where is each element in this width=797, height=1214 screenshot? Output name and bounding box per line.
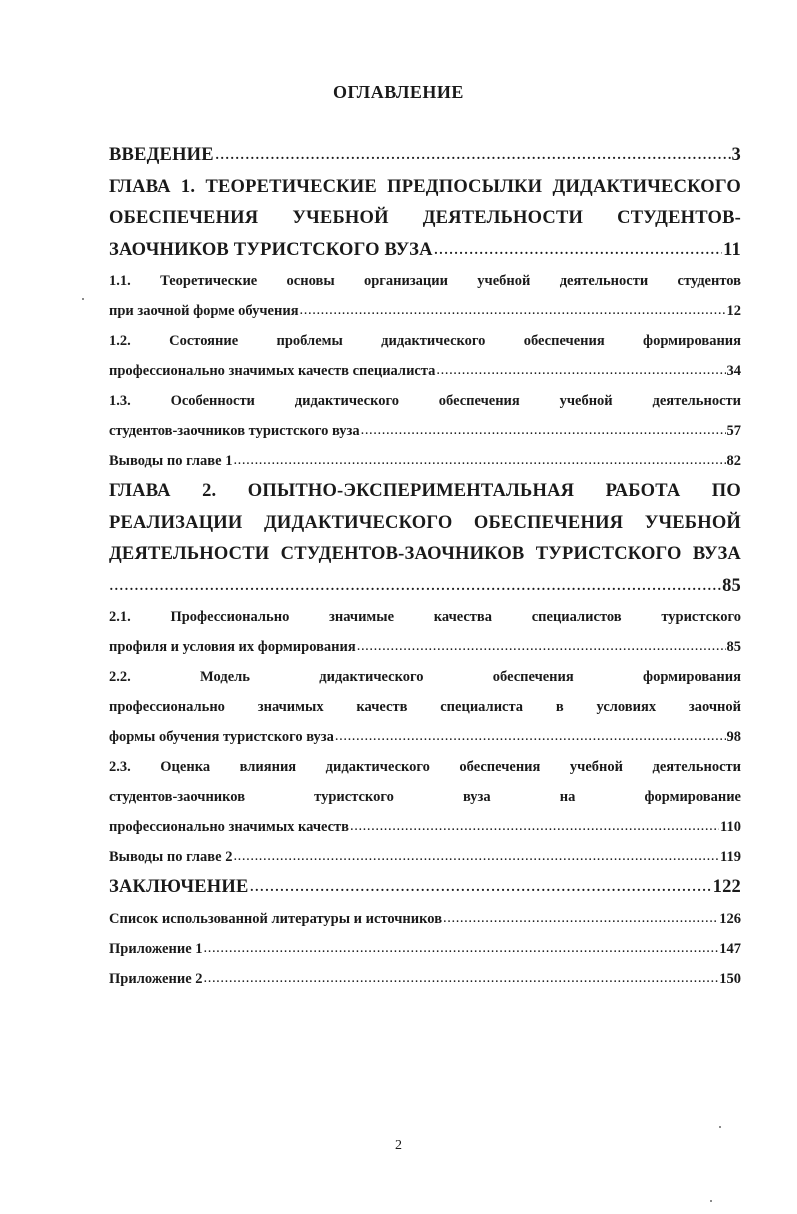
dot-leader (233, 445, 725, 475)
table-of-contents (109, 140, 741, 994)
toc-page-number: 57 (726, 423, 741, 439)
toc-entry-title: Выводы по главе 1 (109, 453, 233, 469)
toc-page-number: 122 (712, 877, 741, 897)
toc-page-number: 119 (720, 849, 741, 865)
toc-entry-last-line (109, 140, 741, 172)
toc-entry-title: Выводы по главе 2 (109, 849, 233, 865)
dot-leader (357, 631, 726, 661)
toc-entry-title: профессионально значимых качеств специалиста (109, 363, 436, 379)
toc-entry-line: 1.2. Состояние проблемы дидактического обеспечения формирования (109, 333, 741, 349)
toc-entry-last-line (109, 356, 741, 386)
toc-entry-last-line (109, 842, 741, 872)
toc-entry-appendix-2 (109, 964, 741, 994)
toc-page-number: 110 (720, 819, 741, 835)
scan-speck (719, 1126, 721, 1128)
toc-entry-line: ГЛАВА 1. ТЕОРЕТИЧЕСКИЕ ПРЕДПОСЫЛКИ ДИДАКТИЧЕСКОГО (109, 176, 741, 197)
dot-leader (215, 139, 731, 171)
toc-entry-title: Приложение 1 (109, 940, 203, 957)
toc-page-number: 82 (726, 453, 741, 469)
toc-entry-last-line (109, 632, 741, 662)
toc-entry-title: студентов-заочников туристского вуза (109, 423, 360, 439)
toc-page-number: 3 (731, 145, 741, 165)
toc-entry-line: профессионально значимых качеств специалиста в условиях заочной (109, 699, 741, 715)
toc-page-number: 85 (726, 639, 741, 655)
toc-entry-last-line (109, 904, 741, 934)
toc-entry-section-2-1 (109, 602, 741, 662)
toc-entry-line: ДЕЯТЕЛЬНОСТИ СТУДЕНТОВ-ЗАОЧНИКОВ ТУРИСТСКОГО ВУЗА (109, 544, 741, 564)
toc-entry-introduction (109, 140, 741, 172)
toc-entry-title: профессионально значимых качеств (109, 819, 349, 835)
dot-leader (350, 811, 719, 841)
scan-speck (82, 298, 84, 300)
toc-page-number: 147 (719, 940, 741, 957)
toc-entry-line: 2.3. Оценка влияния дидактического обеспечения учебной деятельности (109, 759, 741, 775)
dot-leader (300, 295, 726, 325)
dot-leader (109, 570, 722, 602)
toc-entry-title: Приложение 2 (109, 970, 203, 987)
toc-entry-last-line (109, 872, 741, 904)
toc-entry-title: ЗАОЧНИКОВ ТУРИСТСКОГО ВУЗА (109, 239, 433, 260)
toc-entry-line: РЕАЛИЗАЦИИ ДИДАКТИЧЕСКОГО ОБЕСПЕЧЕНИЯ УЧЕБНОЙ (109, 512, 741, 533)
toc-entry-chapter-1 (109, 172, 741, 267)
dot-leader (335, 721, 726, 751)
dot-leader (233, 841, 719, 871)
toc-page-number: 11 (723, 239, 741, 260)
toc-entry-chapter-2-conclusions (109, 842, 741, 872)
toc-entry-last-line (109, 571, 741, 603)
toc-entry-title: при заочной форме обучения (109, 303, 299, 319)
toc-entry-line: 1.1. Теоретические основы организации учебной деятельности студентов (109, 273, 741, 289)
toc-entry-line: 2.1. Профессионально значимые качества специалистов туристского (109, 609, 741, 625)
toc-page-number: 150 (719, 970, 741, 987)
toc-page-number: 12 (726, 303, 741, 319)
toc-entry-title: ЗАКЛЮЧЕНИЕ (109, 877, 249, 897)
toc-entry-section-1-2 (109, 326, 741, 386)
toc-entry-last-line (109, 722, 741, 752)
toc-entry-title: профиля и условия их формирования (109, 639, 356, 655)
toc-entry-chapter-2 (109, 476, 741, 602)
dot-leader (250, 871, 712, 903)
dot-leader (436, 355, 725, 385)
toc-entry-references (109, 904, 741, 934)
toc-entry-line: 1.3. Особенности дидактического обеспечения учебной деятельности (109, 393, 741, 409)
toc-entry-appendix-1 (109, 934, 741, 964)
toc-entry-section-1-1 (109, 266, 741, 326)
toc-entry-last-line (109, 296, 741, 326)
dot-leader (443, 903, 718, 933)
toc-entry-conclusion (109, 872, 741, 904)
toc-entry-last-line (109, 446, 741, 476)
toc-entry-line: ГЛАВА 2. ОПЫТНО-ЭКСПЕРИМЕНТАЛЬНАЯ РАБОТА ПО (109, 481, 741, 501)
dot-leader (204, 933, 719, 963)
page-number: 2 (395, 1138, 402, 1153)
toc-entry-line: студентов-заочников туристского вуза на формирование (109, 789, 741, 805)
toc-entry-last-line (109, 416, 741, 446)
toc-entry-last-line (109, 235, 741, 267)
toc-entry-last-line (109, 812, 741, 842)
scan-speck (710, 1200, 712, 1202)
toc-entry-section-2-2 (109, 662, 741, 752)
toc-entry-title: ВВЕДЕНИЕ (109, 145, 214, 165)
toc-page-number: 98 (726, 729, 741, 745)
toc-entry-section-1-3 (109, 386, 741, 446)
toc-entry-line: 2.2. Модель дидактического обеспечения формирования (109, 669, 741, 685)
toc-entry-section-2-3 (109, 752, 741, 842)
toc-entry-title: формы обучения туристского вуза (109, 729, 334, 745)
toc-entry-line: ОБЕСПЕЧЕНИЯ УЧЕБНОЙ ДЕЯТЕЛЬНОСТИ СТУДЕНТОВ- (109, 208, 741, 228)
dot-leader (434, 234, 722, 266)
toc-entry-title: Список использованной литературы и источников (109, 910, 443, 927)
dot-leader (361, 415, 726, 445)
toc-entry-last-line (109, 964, 741, 994)
toc-page-number: 126 (719, 910, 741, 927)
toc-entry-chapter-1-conclusions (109, 446, 741, 476)
dot-leader (204, 963, 719, 993)
page-title: ОГЛАВЛЕНИЕ (333, 82, 464, 102)
toc-page-number: 34 (726, 363, 741, 379)
toc-entry-last-line (109, 934, 741, 964)
toc-page-number: 85 (722, 575, 741, 596)
